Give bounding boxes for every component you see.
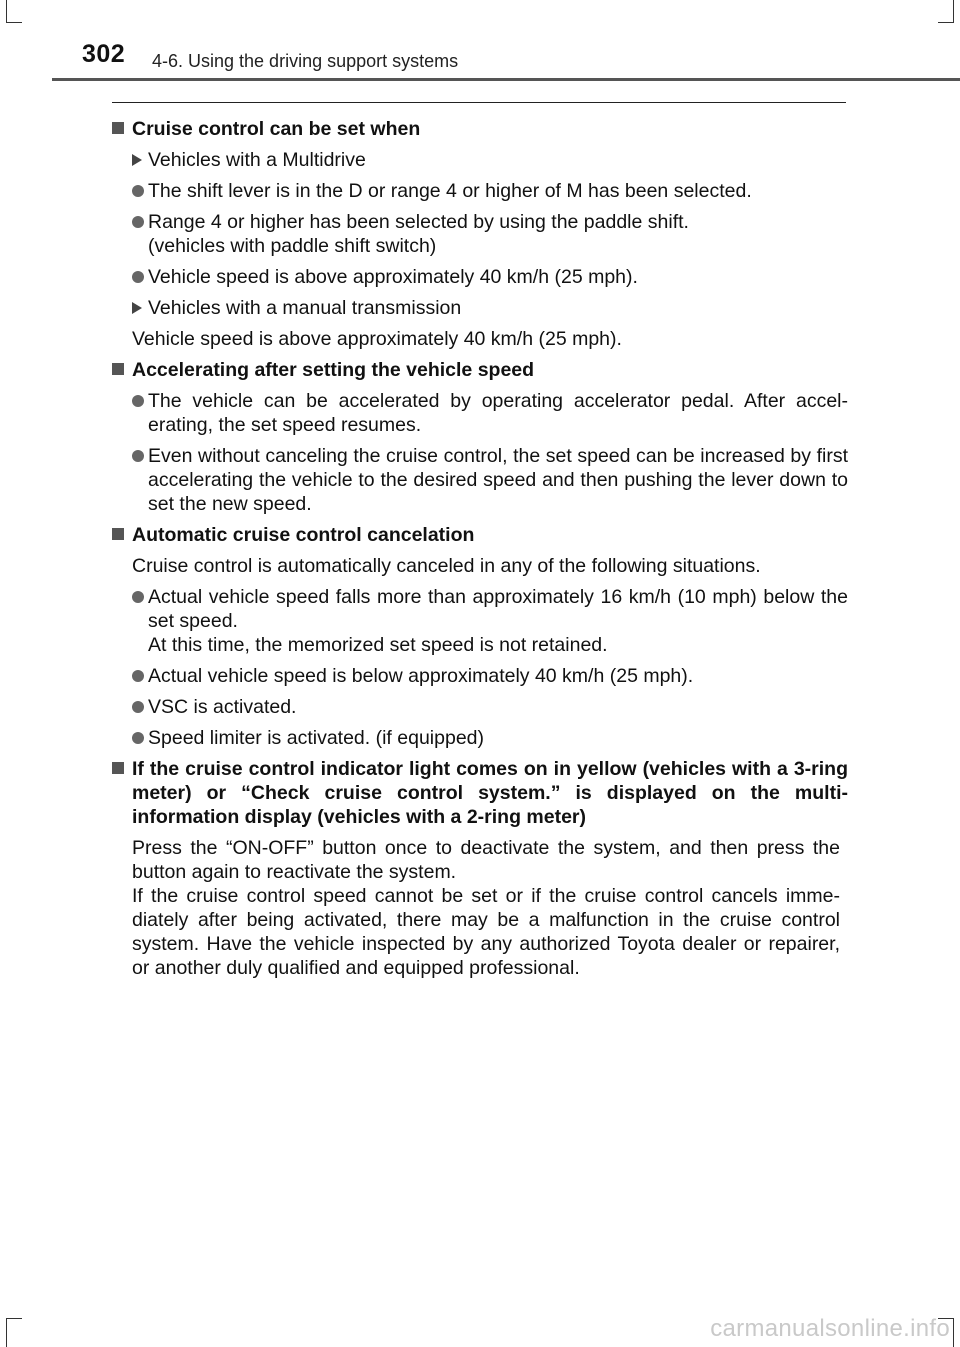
page-content bbox=[112, 111, 848, 987]
crop-mark bbox=[6, 1318, 7, 1347]
square-bullet-icon bbox=[112, 363, 124, 375]
section-indicator-light bbox=[112, 757, 848, 980]
triangle-bullet-icon bbox=[132, 302, 142, 314]
list-item: The vehicle can be accelerated by operating accelerator pedal. After accel- erating, the set speed resumes. bbox=[112, 389, 848, 437]
divider-rule bbox=[112, 102, 846, 103]
crop-mark bbox=[6, 22, 22, 23]
paragraph: Vehicle speed is above approximately 40 km/h (25 mph). bbox=[132, 328, 622, 350]
round-bullet-icon bbox=[132, 185, 144, 197]
list-item: Vehicle speed is above approximately 40 km/h (25 mph). bbox=[112, 265, 848, 289]
square-bullet-icon bbox=[112, 122, 124, 134]
round-bullet-icon bbox=[132, 450, 144, 462]
round-bullet-icon bbox=[132, 701, 144, 713]
paragraph: Cruise control is automatically canceled in any of the following situations. bbox=[132, 555, 761, 577]
heading-text: If the cruise control indicator light comes on in yellow (vehicles with a 3-ring meter) or “Check cruise control system.” is displayed on the multi-information display (vehicles with a 2-ring meter) bbox=[132, 758, 848, 828]
section-cruise-set bbox=[112, 117, 848, 351]
heading-text: Cruise control can be set when bbox=[132, 118, 421, 140]
section-heading bbox=[112, 523, 848, 547]
round-bullet-icon bbox=[132, 216, 144, 228]
watermark: carmanualsonline.info bbox=[710, 1315, 950, 1342]
square-bullet-icon bbox=[112, 528, 124, 540]
crop-mark bbox=[6, 1318, 22, 1319]
list-item: VSC is activated. bbox=[112, 695, 848, 719]
square-bullet-icon bbox=[112, 762, 124, 774]
list-item: Even without canceling the cruise control, the set speed can be increased by first accelerating the vehicle to the desired speed and then pushing the lever down to set the new speed. bbox=[112, 444, 848, 516]
list-item: Actual vehicle speed falls more than approximately 16 km/h (10 mph) below the set speed. At this time, the memorized set speed is not retained. bbox=[112, 585, 848, 657]
crop-mark bbox=[953, 1318, 954, 1347]
page-number: 302 bbox=[82, 40, 126, 68]
header-bar bbox=[52, 78, 960, 81]
crop-mark bbox=[6, 0, 7, 22]
sub-heading-text: Vehicles with a Multidrive bbox=[148, 149, 366, 171]
list-item: Range 4 or higher has been selected by using the paddle shift. (vehicles with paddle shift switch) bbox=[112, 210, 848, 258]
paragraph: Press the “ON-OFF” button once to deactivate the system, and then press the button again to reactivate the system. If the cruise control speed cannot be set or if the cruise control cancels imme- diately after being activated, there may be a malfunction in the cruise control system. Have the vehicle inspected by any authorized Toyota dealer or repairer, or another duly qualified and equipped professional. bbox=[132, 837, 840, 979]
round-bullet-icon bbox=[132, 670, 144, 682]
section-heading bbox=[112, 117, 848, 141]
round-bullet-icon bbox=[132, 591, 144, 603]
crop-mark bbox=[938, 22, 954, 23]
heading-text: Accelerating after setting the vehicle speed bbox=[132, 359, 535, 381]
round-bullet-icon bbox=[132, 271, 144, 283]
triangle-bullet-icon bbox=[132, 154, 142, 166]
crop-mark bbox=[953, 0, 954, 22]
list-item: Speed limiter is activated. (if equipped) bbox=[112, 726, 848, 750]
section-accelerating bbox=[112, 358, 848, 516]
list-item: Actual vehicle speed is below approximately 40 km/h (25 mph). bbox=[112, 664, 848, 688]
section-heading bbox=[112, 358, 848, 382]
round-bullet-icon bbox=[132, 395, 144, 407]
list-item: The shift lever is in the D or range 4 or higher of M has been selected. bbox=[112, 179, 848, 203]
section-heading bbox=[112, 757, 848, 829]
round-bullet-icon bbox=[132, 732, 144, 744]
sub-heading bbox=[112, 296, 848, 320]
heading-text: Automatic cruise control cancelation bbox=[132, 524, 475, 546]
section-auto-cancel bbox=[112, 523, 848, 750]
section-title: 4-6. Using the driving support systems bbox=[152, 51, 459, 71]
sub-heading-text: Vehicles with a manual transmission bbox=[148, 297, 462, 319]
sub-heading bbox=[112, 148, 848, 172]
